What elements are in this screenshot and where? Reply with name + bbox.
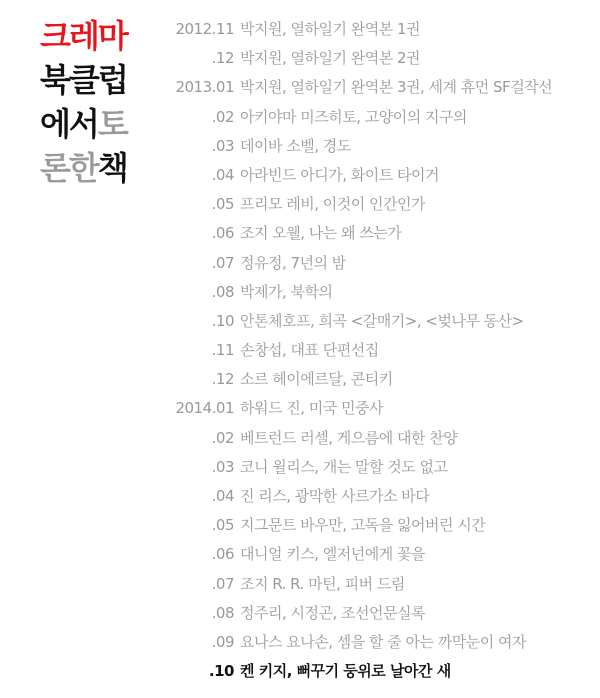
book-date: .12 [211, 370, 234, 389]
book-date: .03 [211, 136, 234, 155]
book-date: .02 [211, 428, 234, 447]
book-title: 하워드 진, 미국 민중사 [240, 399, 383, 418]
book-title: 정유정, 7년의 밤 [240, 253, 346, 272]
logo-line [40, 146, 140, 190]
list-item [152, 482, 592, 511]
list-item [152, 249, 592, 278]
book-date: .04 [211, 165, 234, 184]
book-title: 대니얼 키스, 엘저넌에게 꽃을 [240, 545, 425, 564]
list-item [152, 628, 592, 657]
book-title: 박지원, 열하일기 완역본 3권, 세계 휴먼 SF걸작선 [240, 78, 553, 97]
list-item [152, 190, 592, 219]
book-date: .03 [211, 457, 234, 476]
list-item [152, 44, 592, 73]
logo-line [40, 14, 140, 58]
book-date: 2014.01 [175, 399, 234, 418]
book-title: 아라빈드 아디가, 화이트 타이거 [240, 165, 439, 184]
book-date: 2012.11 [175, 20, 234, 38]
book-title: 요나스 요나손, 셈을 할 줄 아는 까막눈이 여자 [240, 632, 526, 651]
logo-text: 북클럽 [40, 61, 127, 99]
book-title: 아키야마 미즈히토, 고양이의 지구의 [240, 107, 467, 126]
book-date: .10 [208, 662, 234, 681]
book-date: .12 [211, 49, 234, 68]
list-item [152, 394, 592, 423]
list-item [152, 336, 592, 365]
list-item [152, 511, 592, 540]
book-title: 베트런드 러셀, 게으름에 대한 찬양 [240, 428, 458, 447]
book-title: 프리모 레비, 이것이 인간인가 [240, 195, 425, 214]
book-title: 코니 윌리스, 개는 말할 것도 없고 [240, 457, 448, 476]
book-date: .02 [211, 107, 234, 126]
logo-text: 크레마 [40, 17, 127, 55]
logo-line [40, 58, 140, 102]
book-title: 데이바 소벨, 경도 [240, 136, 351, 155]
club-logo [40, 14, 140, 190]
book-date: .07 [211, 574, 234, 593]
book-date: .08 [211, 282, 234, 301]
list-item [152, 15, 592, 44]
list-item [152, 424, 592, 453]
list-item [152, 540, 592, 569]
book-date: .05 [211, 516, 234, 535]
logo-text: 토 [97, 105, 127, 143]
reading-list [152, 15, 592, 686]
logo-text: 책 [97, 149, 127, 187]
list-item [152, 161, 592, 190]
book-title: 안톤체호프, 희곡 <갈매기>, <벚나무 동산> [240, 311, 524, 330]
list-item [152, 103, 592, 132]
book-date: .06 [211, 545, 234, 564]
book-title: 박지원, 열하일기 완역본 1권 [240, 20, 421, 38]
book-date: .04 [211, 487, 234, 505]
book-title: 박지원, 열하일기 완역본 2권 [240, 49, 421, 68]
book-date: .07 [211, 253, 234, 272]
logo-text: 에서 [40, 105, 98, 143]
book-date: .11 [211, 341, 234, 360]
book-date: .10 [211, 311, 234, 330]
book-date: .06 [211, 224, 234, 243]
book-title: 손창섭, 대표 단편선집 [240, 341, 379, 360]
logo-line [40, 102, 140, 146]
book-title: 정주리, 시정곤, 조선언문실록 [240, 603, 425, 622]
list-item [152, 307, 592, 336]
book-title: 조지 오웰, 나는 왜 쓰는가 [240, 224, 402, 243]
list-item [152, 219, 592, 248]
list-item [152, 73, 592, 102]
list-item [152, 132, 592, 161]
book-title: 지그문트 바우만, 고독을 잃어버린 시간 [240, 516, 486, 535]
book-date: .08 [211, 603, 234, 622]
list-item [152, 453, 592, 482]
book-title: 박제가, 북학의 [240, 282, 333, 301]
list-item [152, 278, 592, 307]
book-title: 조지 R. R. 마틴, 피버 드림 [240, 574, 405, 593]
list-item-current [152, 657, 592, 686]
book-title: 켄 키지, 뻐꾸기 둥위로 날아간 새 [240, 662, 451, 681]
book-date: .05 [211, 195, 234, 214]
list-item [152, 599, 592, 628]
book-date: 2013.01 [175, 78, 234, 97]
book-date: .09 [211, 632, 234, 651]
book-title: 소르 헤이에르달, 콘티키 [240, 370, 393, 389]
book-title: 진 리스, 광막한 사르가소 바다 [240, 487, 430, 505]
list-item [152, 570, 592, 599]
logo-text: 론한 [40, 149, 98, 187]
list-item [152, 365, 592, 394]
